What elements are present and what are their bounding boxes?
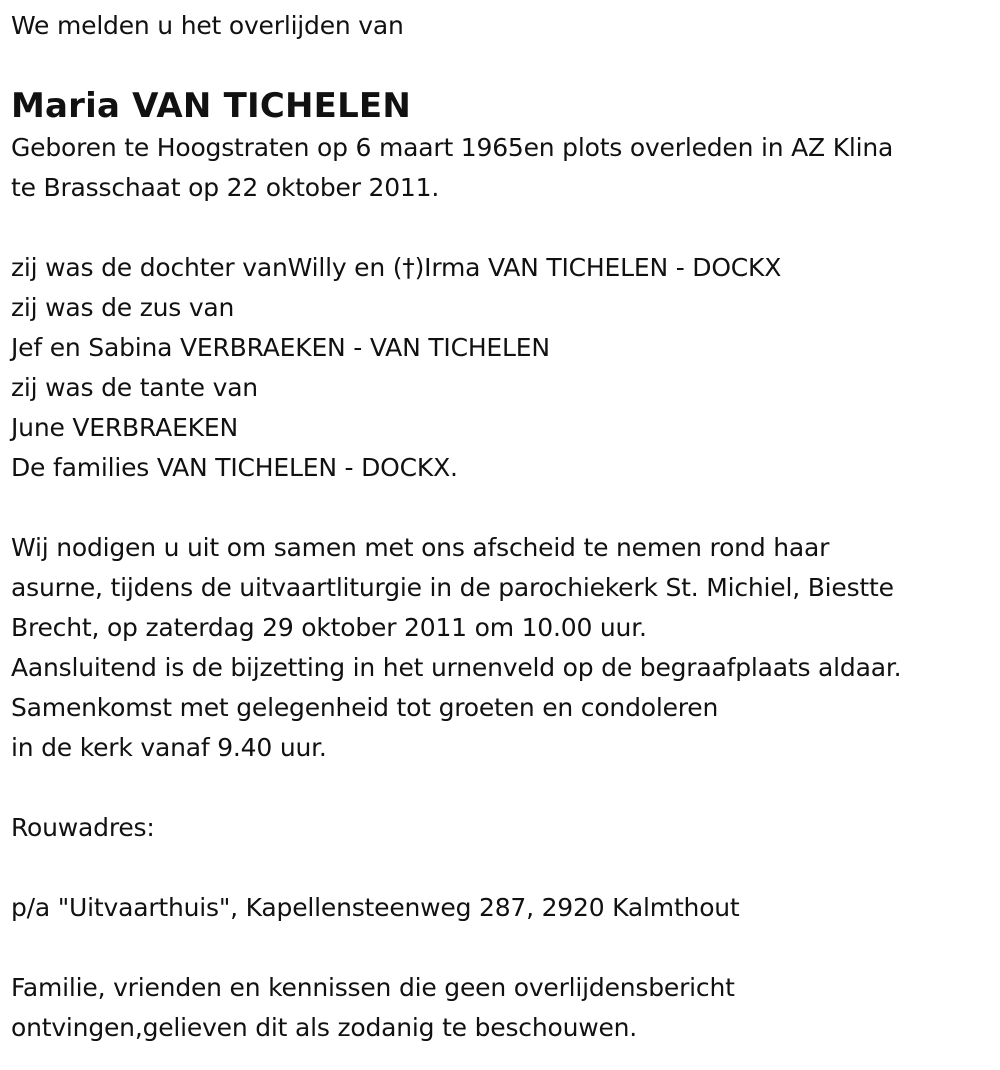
ceremony-line: Wij nodigen u uit om samen met ons afscheid te nemen rond haar (11, 533, 830, 562)
spacer (11, 768, 991, 808)
spacer (11, 928, 991, 968)
address-label: Rouwadres: (11, 813, 155, 842)
ceremony-line: Aansluitend is de bijzetting in het urnenveld op de begraafplaats aldaar. (11, 653, 902, 682)
ceremony-line: Brecht, op zaterdag 29 oktober 2011 om 10.00 uur. (11, 613, 647, 642)
family-line: zij was de zus van (11, 293, 235, 322)
family-paragraph (11, 248, 991, 488)
spacer (11, 488, 991, 528)
ceremony-line: Samenkomst met gelegenheid tot groeten en condoleren (11, 693, 719, 722)
ceremony-paragraph (11, 528, 991, 768)
birth-death-line: Geboren te Hoogstraten op 6 maart 1965en plots overleden in AZ Klina (11, 133, 894, 162)
family-line: zij was de dochter vanWilly en (†)Irma VAN TICHELEN - DOCKX (11, 253, 782, 282)
family-line: Jef en Sabina VERBRAEKEN - VAN TICHELEN (11, 333, 550, 362)
closing-line: ontvingen,gelieven dit als zodanig te beschouwen. (11, 1013, 638, 1042)
spacer (11, 208, 991, 248)
closing-paragraph (11, 968, 991, 1048)
birth-death-line: te Brasschaat op 22 oktober 2011. (11, 173, 440, 202)
spacer (11, 848, 991, 888)
family-line: June VERBRAEKEN (11, 413, 238, 442)
deceased-name: Maria VAN TICHELEN (11, 86, 412, 126)
intro-text: We melden u het overlijden van (11, 11, 404, 40)
family-line: zij was de tante van (11, 373, 258, 402)
address-line: p/a "Uitvaarthuis", Kapellensteenweg 287, 2920 Kalmthout (11, 893, 740, 922)
birth-death-paragraph (11, 128, 991, 208)
death-notice (11, 0, 991, 1048)
ceremony-line: asurne, tijdens de uitvaartliturgie in de parochiekerk St. Michiel, Biestte (11, 573, 894, 602)
ceremony-line: in de kerk vanaf 9.40 uur. (11, 733, 327, 762)
family-line: De families VAN TICHELEN - DOCKX. (11, 453, 458, 482)
closing-line: Familie, vrienden en kennissen die geen overlijdensbericht (11, 973, 735, 1002)
